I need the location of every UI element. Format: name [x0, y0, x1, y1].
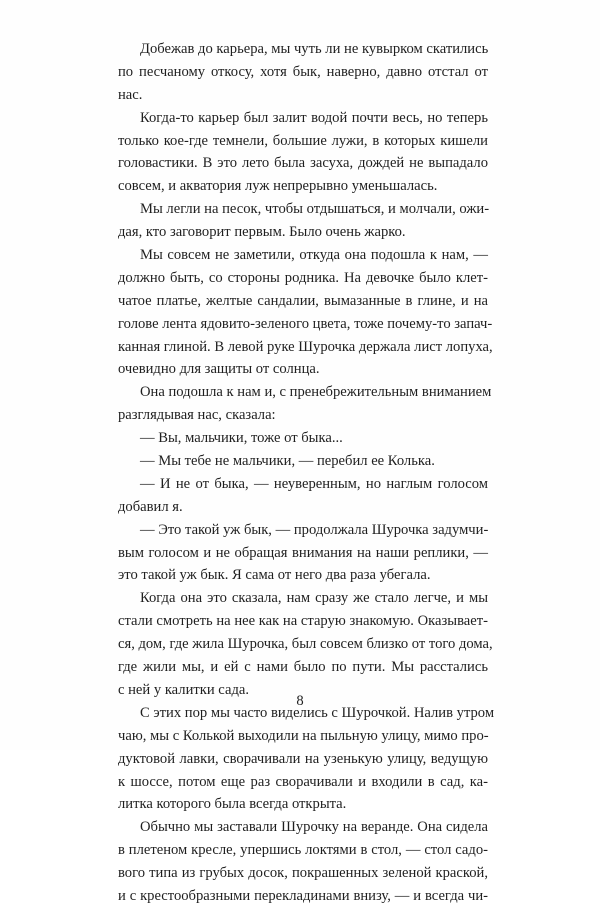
text-line: по песчаному откосу, хотя бык, наверно, давно отстал от [118, 63, 488, 80]
text-line: — Это такой уж бык, — продолжала Шурочка задумчи- [140, 521, 489, 538]
text-line: С этих пор мы часто виделись с Шурочкой. Налив утром [140, 704, 495, 721]
body-text [118, 38, 495, 908]
text-line: только кое-где темнели, большие лужи, в которых кишели [118, 132, 488, 149]
text-line: канная глиной. В левой руке Шурочка держала лист лопуха, [118, 338, 493, 355]
text-line: Она подошла к нам и, с пренебрежительным вниманием [140, 384, 492, 401]
text-line: Когда-то карьер был залит водой почти весь, но теперь [140, 109, 488, 126]
text-line: ся, дом, где жила Шурочка, был совсем близко от того дома, [118, 636, 493, 653]
text-line: дуктовой лавки, сворачивали на узенькую улицу, ведущую [118, 750, 488, 767]
text-line: с ней у калитки сада. [118, 681, 249, 698]
text-line: добавил я. [118, 498, 183, 515]
text-line: Мы легли на песок, чтобы отдышаться, и молчали, ожи- [140, 201, 490, 218]
page-number: 8 [296, 693, 304, 709]
text-line: — Мы тебе не мальчики, — перебил ее Колька. [140, 453, 435, 470]
text-line: вым голосом и не обращая внимания на наши реплики, — [118, 544, 488, 561]
text-line: Добежав до карьера, мы чуть ли не кувырком скатились [140, 41, 489, 57]
text-line: стали смотреть на нее как на старую знакомую. Оказывает- [118, 613, 488, 630]
text-line: очевидно для защиты от солнца. [118, 361, 320, 378]
text-line: Когда она это сказала, нам сразу же стало легче, и мы [140, 590, 488, 607]
text-line: дая, кто заговорит первым. Было очень жарко. [118, 224, 406, 241]
text-line: это такой уж бык. Я сама от него два раза убегала. [118, 567, 431, 584]
text-line: нас. [118, 86, 143, 103]
text-line: чаю, мы с Колькой выходили на пыльную улицу, мимо про- [118, 727, 489, 744]
text-line: голове лента ядовито-зеленого цвета, тоже почему-то запач- [118, 315, 493, 332]
text-line: чатое платье, желтые сандалии, вымазанные в глине, и на [118, 292, 488, 309]
text-line: и с крестообразными перекладинами внизу, — и всегда чи- [118, 887, 488, 904]
text-line: в плетеном кресле, упершись локтями в стол, — стол садо- [118, 842, 488, 859]
text-line: литка которого была всегда открыта. [118, 796, 347, 813]
text-line: головастики. В это лето была засуха, дождей не выпадало [118, 155, 488, 172]
text-line: где жили мы, и ей с нами было по пути. Мы расстались [118, 659, 488, 676]
text-line: — И не от быка, — неуверенным, но наглым голосом [140, 475, 488, 492]
text-line: вого типа из грубых досок, покрашенных зеленой краской, [118, 865, 488, 882]
text-line: к шоссе, потом еще раз сворачивали и входили в сад, ка- [118, 773, 488, 790]
text-line: — Вы, мальчики, тоже от быка... [140, 430, 343, 447]
text-line: Мы совсем не заметили, откуда она подошла к нам, — [140, 247, 488, 264]
text-line: совсем, и акватория луж непрерывно уменьшалась. [118, 178, 438, 195]
text-line: должно быть, со стороны родника. На девочке было клет- [118, 269, 488, 286]
text-line: Обычно мы заставали Шурочку на веранде. Она сидела [140, 819, 488, 836]
text-line: разглядывая нас, сказала: [118, 407, 276, 424]
